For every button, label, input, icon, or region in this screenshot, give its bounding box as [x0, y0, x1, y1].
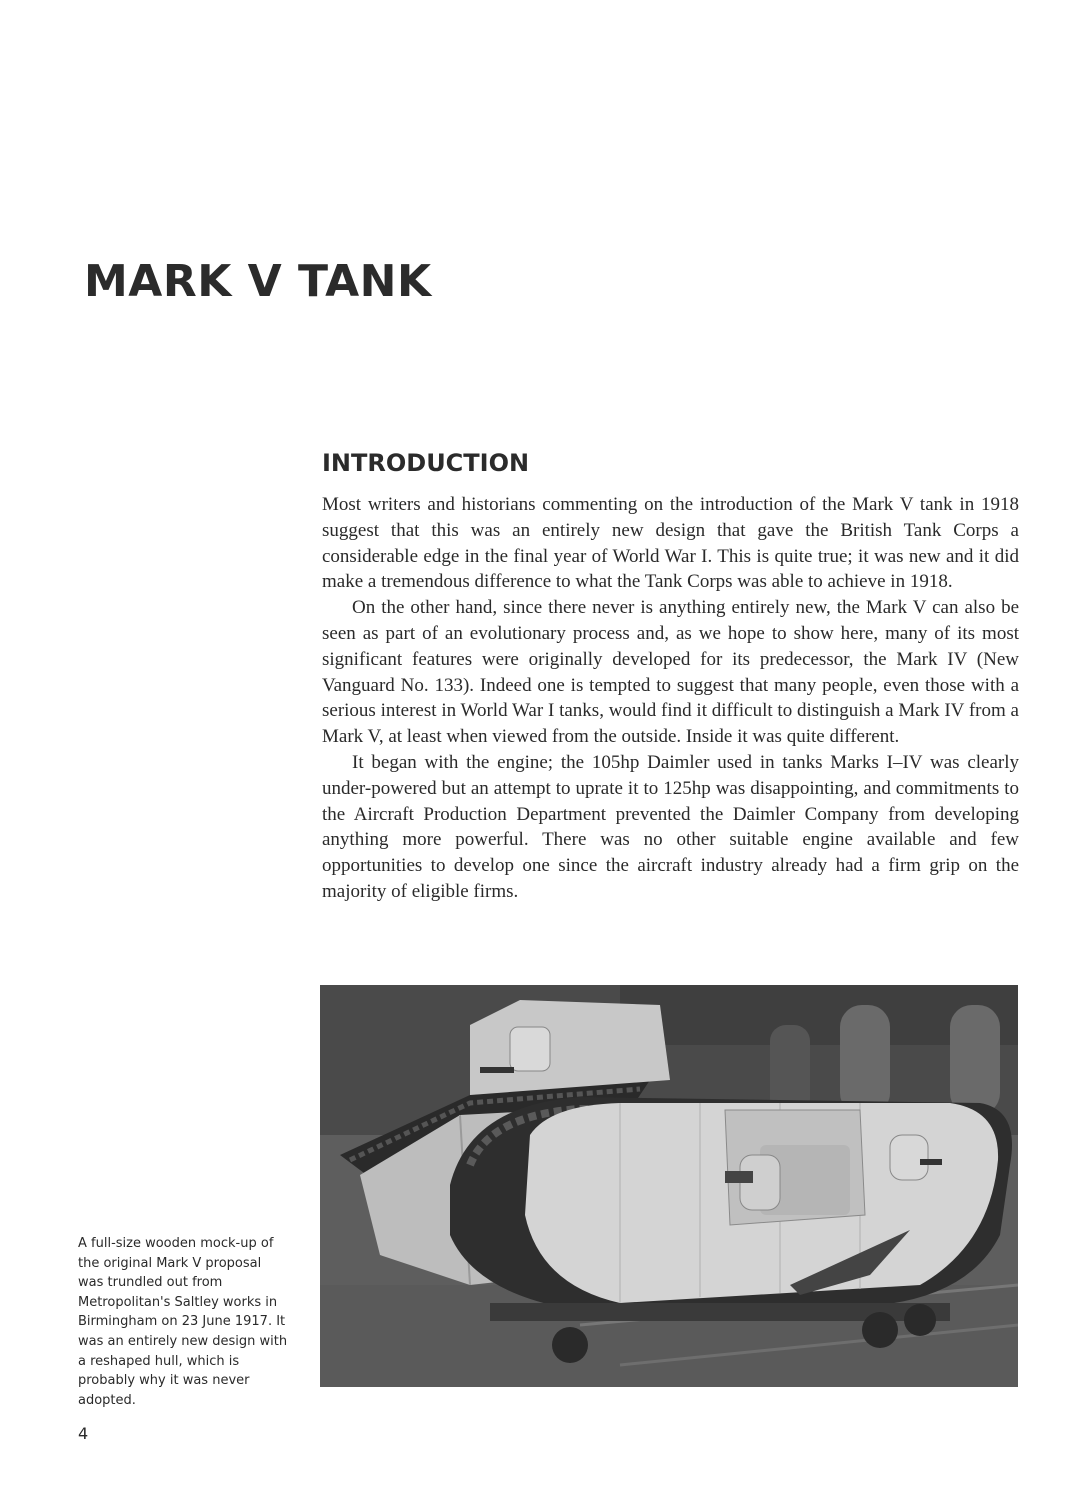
paragraph: Most writers and historians commenting on the introduction of the Mark V tank in 1918 suggest that this was an entirely new design that gave the British Tank Corps a considerable edge in the final year of World War I. This is quite true; it was new and it did make a tremendous difference to what the Tank Corps was able to achieve in 1918. — [322, 494, 1019, 593]
paragraph: On the other hand, since there never is anything entirely new, the Mark V can also be seen as part of an evolutionary process and, as we hope to show here, many of its most significant features were originally developed for its predecessor, the Mark IV (New Vanguard No. 133). Indeed one is tempted to suggest that many people, even those with a serious interest in World War I tanks, would find it difficult to distinguish a Mark IV from a Mark V, at least when viewed from the outside. Inside it was quite different. — [322, 597, 1019, 748]
page-title: MARK V TANK — [84, 256, 432, 307]
tank-mockup-photo — [320, 985, 1018, 1387]
section-heading: INTRODUCTION — [322, 449, 530, 477]
photo-caption: A full-size wooden mock-up of the original Mark V proposal was trundled out from Metropolitan's Saltley works in Birmingham on 23 June 1917. It was an entirely new design with a reshaped hull, which is probably why it was never adopted. — [78, 1236, 288, 1408]
paragraph: It began with the engine; the 105hp Daimler used in tanks Marks I–IV was clearly under-powered but an attempt to uprate it to 125hp was disappointing, and commitments to the Aircraft Production Department prevented the Daimler Company from developing anything more powerful. There was no other suitable engine available and few opportunities to develop one since the aircraft industry already had a firm grip on the majority of eligible firms. — [322, 751, 1019, 902]
body-text — [322, 492, 1019, 905]
page-number: 4 — [78, 1424, 89, 1443]
